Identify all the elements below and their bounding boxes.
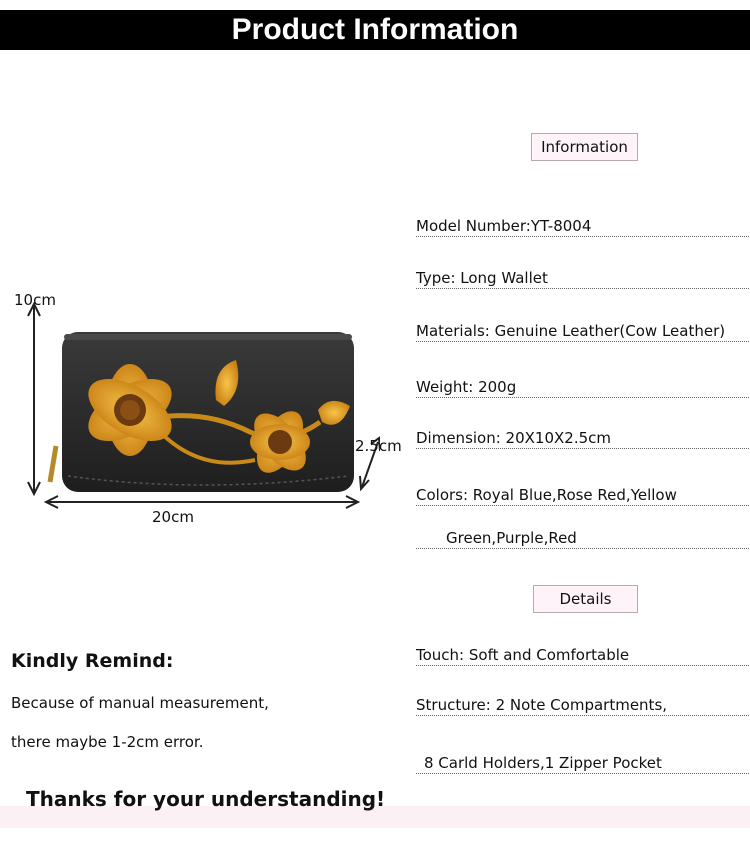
materials-row: Materials: Genuine Leather(Cow Leather) [416, 321, 749, 342]
information-label: Information [531, 133, 638, 161]
details-label: Details [533, 585, 638, 613]
weight-row: Weight: 200g [416, 377, 749, 398]
width-label: 20cm [152, 508, 194, 526]
structure-row: Structure: 2 Note Compartments, [416, 695, 749, 716]
remind-line-2: there maybe 1-2cm error. [11, 733, 204, 751]
wallet-image [0, 282, 380, 522]
type-row: Type: Long Wallet [416, 268, 749, 289]
depth-label: 2.5cm [355, 437, 402, 455]
touch-row: Touch: Soft and Comfortable [416, 645, 749, 666]
model-number-row: Model Number:YT-8004 [416, 216, 749, 237]
zipper-pull [50, 446, 56, 482]
arrow-vertical-icon [28, 304, 40, 494]
thanks-text: Thanks for your understanding! [26, 787, 386, 811]
remind-line-1: Because of manual measurement, [11, 694, 269, 712]
page-title: Product Information [231, 13, 519, 46]
colors-row: Colors: Royal Blue,Rose Red,Yellow [416, 485, 749, 506]
structure-continued-row: 8 Carld Holders,1 Zipper Pocket [416, 753, 749, 774]
colors-continued-row: Green,Purple,Red [416, 528, 749, 549]
remind-title: Kindly Remind: [11, 650, 174, 672]
height-label: 10cm [14, 291, 56, 309]
arrow-horizontal-icon [46, 496, 358, 508]
dimension-row: Dimension: 20X10X2.5cm [416, 428, 749, 449]
